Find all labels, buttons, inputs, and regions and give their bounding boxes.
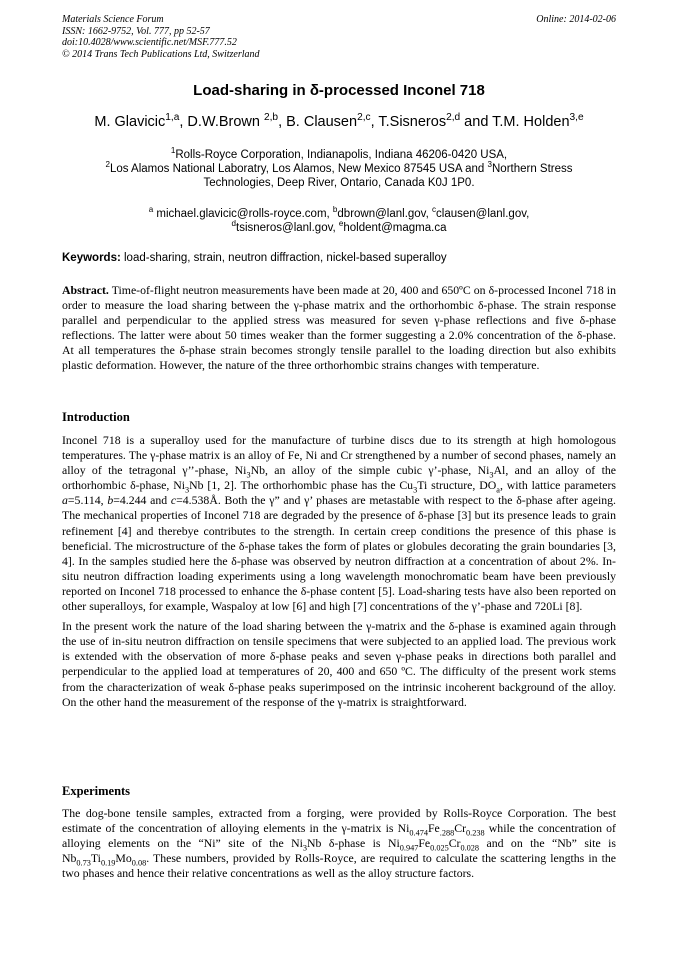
email-mark: a [148,205,154,215]
text-run: , with lattice parameters [499,478,616,493]
subscript: 3 [246,470,251,480]
text-run: while the concentration of alloying elements on the “Ni” site of the Ni [62,821,616,851]
affiliation-text: Northern Stress [492,163,573,175]
journal-copyright: © 2014 Trans Tech Publications Ltd, Switzerland [62,48,260,60]
email-mark: b [332,205,338,215]
affiliation-line [62,148,616,162]
author-affiliation-mark: 1,a [165,112,180,124]
subscript: 0.025 [430,843,449,853]
author-affiliation-mark: 2,b [263,112,279,124]
abstract-text: Time-of-flight neutron measurements have been made at 20, 400 and 650ºC on δ-processed Inconel 718 in order to measure the load sharing between the γ-phase matrix and the orthorhombic δ-phase. The strain response parallel and perpendicular to the applied stress was measured for seven γ-phase reflections and five δ-phase reflections. The latter were about 50 times weaker than the former suggesting a 2.0% concentration of the δ-phase. At all temperatures the δ-phase strain becomes strongly tensile parallel to the loading direction but also exhibits plastic deformation. However, the nature of the three orthorhombic strains changes with temperature. [62,283,616,373]
paper-title: Load-sharing in δ-processed Inconel 718 [193,82,485,99]
journal-name: Materials Science Forum [62,14,164,25]
affiliations [62,148,616,190]
subscript: a [496,485,500,495]
text-run: Mo [115,851,132,866]
affiliation-number: 1 [170,146,176,156]
paragraph [62,806,616,881]
journal-issn: ISSN: 1662-9752, Vol. 777, pp 52-57 [62,25,210,37]
email-line [62,221,616,235]
subscript: 3 [413,485,418,495]
italic-variable: a [62,493,68,508]
author-affiliation-mark: 2,d [446,112,461,124]
section-heading-experiments: Experiments [62,784,131,798]
email-mark: d [231,219,237,229]
author-affiliation-mark: 3,e [569,112,584,124]
keywords-text: load-sharing, strain, neutron diffraction, nickel-based superalloy [120,252,447,264]
journal-header [62,14,616,60]
email-address: clausen@lanl.gov, [436,208,530,220]
author-name: , T.Sisneros [370,114,447,130]
text-run: =4.538Å. Both the γ” and γ’ phases are metastable with respect to the δ-phase after ageing. The mechanical properties of Inconel 718 are degraded by the presence of δ-phase [3] but its presence leads to grain refinement [4] and therebye contributes to the strength. In certain creep conditions the presence of this phase is beneficial. The microstructure of the δ-phase takes the form of plates or globules decorating the grain boundaries [3, 4]. In the samples studied here the δ-phase was observed by neutron diffraction at a concentration of about 2%. In-situ neutron diffraction loading experiments using a long wavelength monochromatic beam have been previously reported on Inconel 718 processed to enhance the δ-phase content [5]. Load-sharing tests have also been reported on other superalloys, for example, Waspaloy at low [6] and high [7] concentrations of the γ’-phase and 720Li [8]. [62,493,616,614]
text-run: Nb [1, 2]. The orthorhombic phase has the Cu [189,478,414,493]
keywords-label: Keywords: [62,252,121,264]
abstract-paragraph [62,283,616,374]
affiliation-line [62,162,616,176]
text-run: Inconel 718 is a superalloy used for the manufacture of turbine discs due to its strength at high homologous temperatures. The γ-phase matrix is an alloy of Fe, Ni and Cr strengthened by a number of second phases, namely an alloy of the tetragonal γ’’-phase, Ni [62,433,616,478]
italic-variable: b [107,493,114,508]
author-affiliation-mark: 2,c [357,112,371,124]
subscript: 0.028 [460,843,480,853]
text-run: Fe [427,821,440,836]
journal-doi: doi:10.4028/www.scientific.net/MSF.777.52 [62,37,237,48]
text-run: . These numbers, provided by Rolls-Royce, are required to calculate the scattering lengths in the two phases and hence their relative concentrations as well as the alloy structure factors. [62,851,616,881]
text-run: =5.114, [67,493,108,508]
text-run: Cr [454,821,467,836]
section-heading-introduction: Introduction [62,410,130,424]
author-name: M. Glavicic [94,114,166,130]
text-run: Fe [418,836,431,851]
author-emails [62,207,616,235]
subscript: .288 [439,828,455,838]
subscript: 0.474 [409,828,428,838]
text-run: Al, and an alloy of the orthorhombic δ-phase, Ni [62,463,616,493]
subscript: 0.73 [76,858,91,868]
affiliation-number: 2 [105,160,110,170]
paragraph [62,433,616,614]
affiliation-text: Rolls-Royce Corporation, Indianapolis, Indiana 46206-0420 USA, [175,149,508,161]
text-run: Nb, an alloy of the simple cubic γ’-phase, Ni [250,463,490,478]
text-run: and on the “Nb” site is Nb [62,836,616,866]
affiliation-line: Technologies, Deep River, Ontario, Canada K0J 1P0. [203,177,475,189]
experiments-section [62,806,616,881]
author-list [0,114,678,130]
text-run: Ti [90,851,101,866]
online-date: Online: 2014-02-06 [536,14,616,25]
email-mark: c [431,205,437,215]
text-run: The dog-bone tensile samples, extracted from a forging, were provided by Rolls-Royce Corporation. The best estimate of the concentration of alloying elements in the γ-matrix is Ni [62,806,616,836]
subscript: 0.19 [100,858,116,868]
keywords [62,252,616,264]
text-run: Ti structure, DO [417,478,497,493]
subscript: 3 [185,485,190,495]
author-name: , D.W.Brown [179,114,264,130]
text-run: Cr [448,836,461,851]
email-address: dbrown@lanl.gov, [337,208,432,220]
email-address: tsisneros@lanl.gov, [236,222,339,234]
email-mark: e [338,219,344,229]
affiliation-text: Los Alamos National Laboratry, Los Alamos, New Mexico 87545 USA and [109,163,488,175]
author-name: and T.M. Holden [460,114,570,130]
subscript: 0.08 [131,858,147,868]
abstract-label: Abstract. [62,283,109,297]
subscript: 3 [302,843,308,853]
italic-variable: c [170,493,177,508]
affiliation-number: 3 [487,160,492,170]
subscript: 3 [489,470,494,480]
email-address: michael.glavicic@rolls-royce.com, [153,208,333,220]
abstract [62,283,616,374]
paragraph: In the present work the nature of the load sharing between the γ-matrix and the δ-phase is examined again through the use of in-situ neutron diffraction on tensile specimens that were subjected to an applied load. The previous work is extended with the observation of more δ-phase peaks and seven γ-phase peaks in directions both parallel and perpendicular to the applied load at temperatures of 20, 400 and 650 ºC. The difficulty of the present work stems from the characterization of weak δ-phase peaks superimposed on the intrinsic incoherent background of the alloy. On the other hand the measurement of the response of the γ-matrix is straightforward. [62,619,616,709]
author-name: , B. Clausen [278,114,358,130]
subscript: 0.238 [466,828,485,838]
email-address: holdent@magma.ca [343,222,447,234]
introduction-section [62,433,616,710]
text-run: Nb δ-phase is Ni [307,836,400,851]
text-run: =4.244 and [113,493,171,508]
subscript: 0.947 [399,843,419,853]
